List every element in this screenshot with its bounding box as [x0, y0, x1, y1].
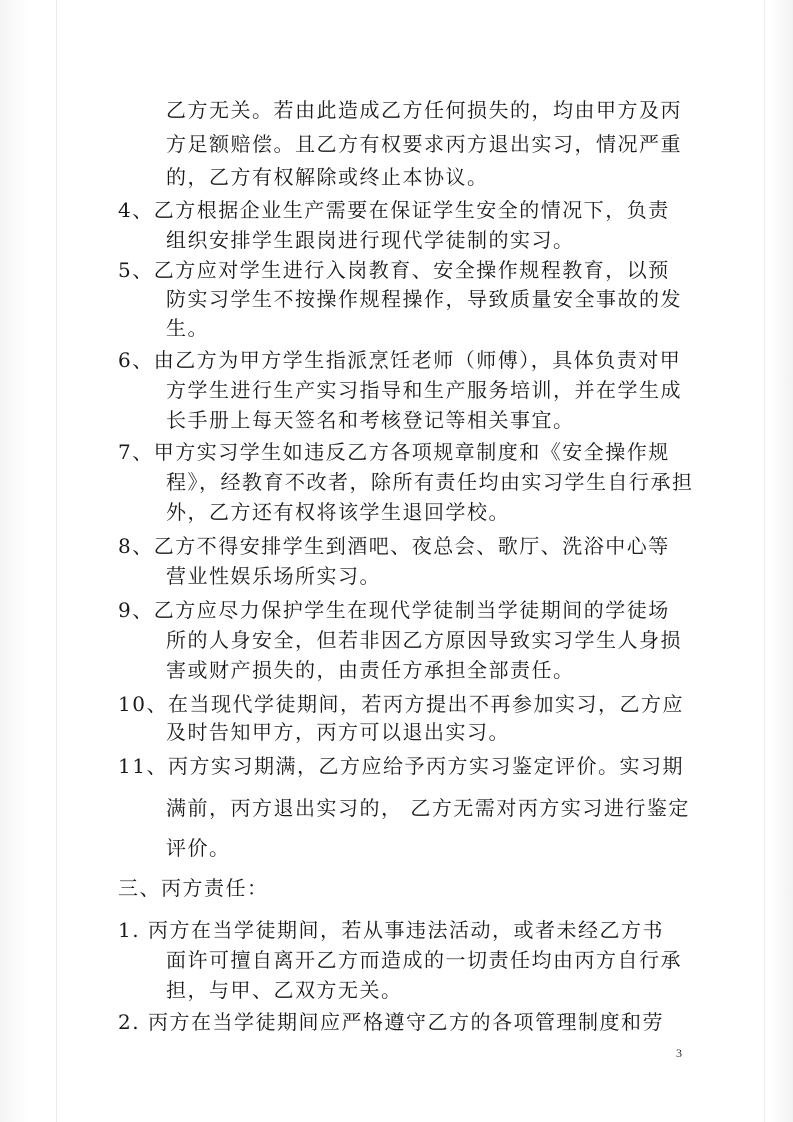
text-line: 营业性娱乐场所实习。 — [166, 564, 381, 588]
text-line: 2. 丙方在当学徒期间应严格遵守乙方的各项管理制度和劳 — [118, 1010, 664, 1034]
text-line: 防实习学生不按操作规程操作，导致质量安全事故的发 — [166, 287, 682, 311]
text-line: 乙方无关。若由此造成乙方任何损失的，均由甲方及丙 — [166, 98, 682, 122]
text-line: 害或财产损失的，由责任方承担全部责任。 — [166, 658, 575, 682]
scan-edge-right — [764, 0, 765, 1122]
text-line: 满前，丙方退出实习的， 乙方无需对丙方实习进行鉴定 — [166, 796, 690, 820]
text-line: 5、乙方应对学生进行入岗教育、安全操作规程教育，以预 — [118, 258, 670, 282]
text-line: 担，与甲、乙双方无关。 — [166, 978, 403, 1002]
text-line: 及时告知甲方，丙方可以退出实习。 — [166, 720, 510, 744]
text-line: 面许可擅自离开乙方而造成的一切责任均由丙方自行承 — [166, 948, 682, 972]
text-line: 6、由乙方为甲方学生指派烹饪老师（师傅），具体负责对甲 — [118, 348, 682, 372]
text-line: 程》，经教育不改者，除所有责任均由实习学生自行承担 — [166, 470, 694, 494]
text-line: 生。 — [166, 316, 209, 340]
text-line: 方学生进行生产实习指导和生产服务培训，并在学生成 — [166, 378, 682, 402]
text-line: 外，乙方还有权将该学生退回学校。 — [166, 500, 510, 524]
text-line: 评价。 — [166, 836, 231, 860]
page-number: 3 — [676, 1046, 682, 1060]
section-heading: 三、丙方责任： — [118, 876, 269, 900]
text-line: 4、乙方根据企业生产需要在保证学生安全的情况下，负责 — [118, 198, 670, 222]
text-line: 9、乙方应尽力保护学生在现代学徒制当学徒期间的学徒场 — [118, 598, 670, 622]
text-line: 7、甲方实习学生如违反乙方各项规章制度和《安全操作规 — [118, 440, 670, 464]
scan-edge-left — [56, 0, 57, 1122]
text-line: 所的人身安全，但若非因乙方原因导致实习学生人身损 — [166, 628, 682, 652]
text-line: 1. 丙方在当学徒期间，若从事违法活动，或者未经乙方书 — [118, 918, 664, 942]
text-line: 组织安排学生跟岗进行现代学徒制的实习。 — [166, 228, 575, 252]
text-line: 方足额赔偿。且乙方有权要求丙方退出实习，情况严重 — [166, 132, 682, 156]
text-line: 8、乙方不得安排学生到酒吧、夜总会、歌厅、洗浴中心等 — [118, 534, 670, 558]
text-line: 的，乙方有权解除或终止本协议。 — [166, 165, 489, 189]
text-line: 长手册上每天签名和考核登记等相关事宜。 — [166, 408, 575, 432]
text-line: 10、在当现代学徒期间，若丙方提出不再参加实习，乙方应 — [118, 692, 684, 716]
text-line: 11、丙方实习期满，乙方应给予丙方实习鉴定评价。实习期 — [118, 754, 684, 778]
